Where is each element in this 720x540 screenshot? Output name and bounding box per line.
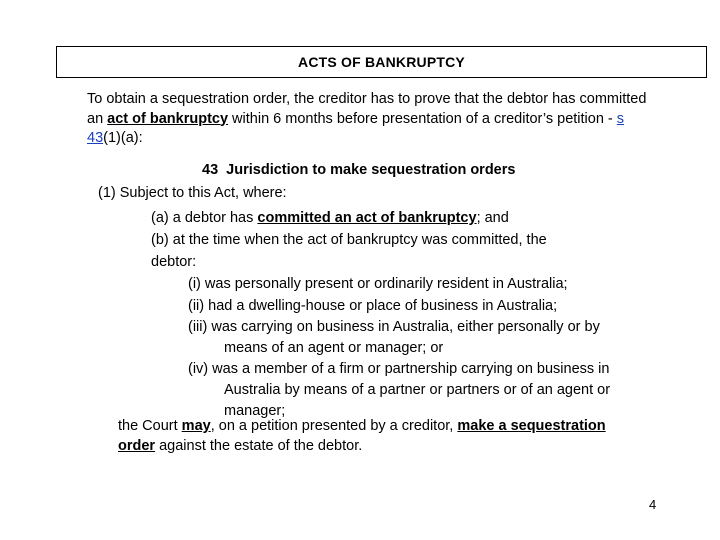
court-line-1 [118,417,606,436]
paragraph-a-prefix: (a) a debtor has [151,210,258,226]
court-line-2 [118,437,362,456]
court-bold-2: order [118,438,156,454]
section-link[interactable]: s 43 [87,110,625,146]
subsection-1: (1) Subject to this Act, where: [98,185,287,201]
subparagraph-iii-line-1: (iii) was carrying on business in Australia, either personally or by [188,319,600,335]
page-number: 4 [649,497,657,512]
subparagraph-iv-line-3: manager; [224,403,286,419]
page-title: ACTS OF BANKRUPTCY [298,54,465,70]
paragraph-a-bold: committed an act of bankruptcy [257,210,477,226]
paragraph-b-line-2: debtor: [151,254,197,270]
intro-text-3: (1)(a): [103,130,143,146]
section-heading: 43 Jurisdiction to make sequestration orders [202,162,516,178]
court-may: may [181,418,211,434]
court-bold-1: make a sequestration [457,418,606,434]
subparagraph-iv-line-2: Australia by means of a partner or partners or of an agent or [224,382,611,398]
paragraph-a-suffix: ; and [476,210,509,226]
court-mid: , on a petition presented by a creditor, [210,418,458,434]
subparagraph-ii: (ii) had a dwelling-house or place of business in Australia; [188,298,558,314]
paragraph-a [151,209,509,228]
court-end: against the estate of the debtor. [155,438,363,454]
intro-paragraph [87,90,647,149]
intro-text-1: To obtain a sequestration order, the creditor has to prove that the debtor has committed an [87,91,647,127]
court-prefix: the Court [118,418,182,434]
intro-bold-term: act of bankruptcy [107,110,229,127]
subparagraph-iii-line-2: means of an agent or manager; or [224,340,444,356]
paragraph-b-line-1: (b) at the time when the act of bankruptcy was committed, the [151,232,547,248]
title-box [56,46,707,78]
intro-text-2: within 6 months before presentation of a creditor’s petition - [228,110,617,127]
subparagraph-iv-line-1: (iv) was a member of a firm or partnership carrying on business in [188,361,610,377]
subparagraph-i: (i) was personally present or ordinarily resident in Australia; [188,276,568,292]
